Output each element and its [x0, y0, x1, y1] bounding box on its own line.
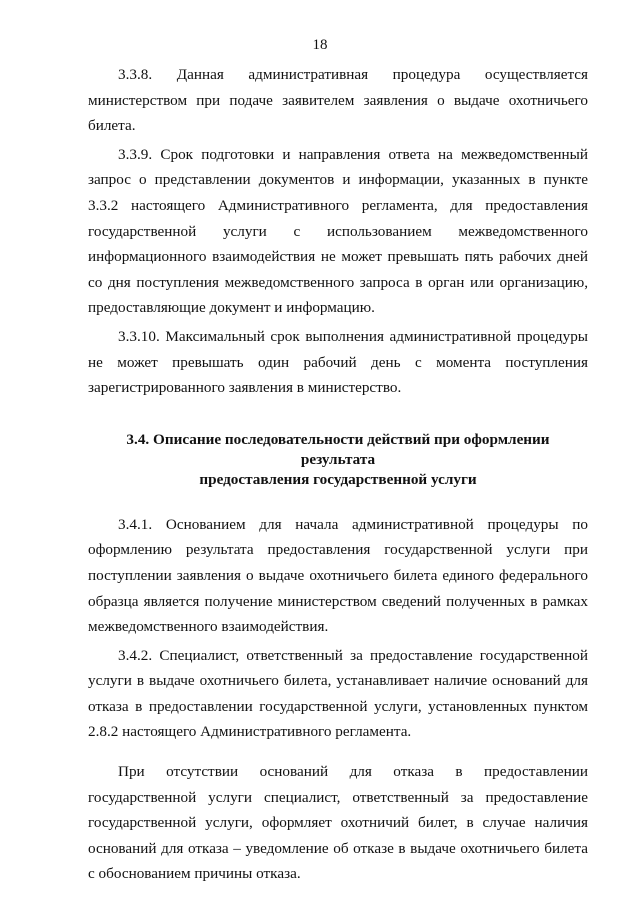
paragraph-refusal-grounds: При отсутствии оснований для отказа в предоставлении государственной услуги специалист, ответственный за предоставление государственной услуги, оформляет охотничий билет, в случае наличия оснований для отказа – уведомление об отказе в выдаче охотничьего билета с обоснованием причины отказа. [88, 763, 588, 883]
document-body [88, 62, 588, 887]
paragraph-3-4-1: 3.4.1. Основанием для начала административной процедуры по оформлению результата предоставления государственной услуги при поступлении заявления о выдаче охотничьего билета единого федерального образца является получение министерством сведений полученных в рамках межведомственного взаимодействия. [88, 515, 588, 636]
paragraph-3-4-2: 3.4.2. Специалист, ответственный за предоставление государственной услуги в выдаче охотничьего билета, устанавливает наличие оснований для отказа в предоставлении государственной услуги, установленных пунктом 2.8.2 настоящего Административного регламента. [88, 646, 588, 741]
section-heading-line-1: 3.4. Описание последовательности действий при оформлении результата [126, 430, 550, 468]
paragraph-3-3-10: 3.3.10. Максимальный срок выполнения административной процедуры не может превышать один рабочий день с момента поступления зарегистрированного заявления в министерство. [88, 327, 588, 397]
page-number: 18 [312, 37, 328, 53]
section-heading-line-2: предоставления государственной услуги [199, 470, 477, 488]
section-heading-3-4 [88, 430, 588, 490]
paragraph-3-3-8: 3.3.8. Данная административная процедура осуществляется министерством при подаче заявителем заявления о выдаче охотничьего билета. [88, 66, 588, 135]
paragraph-3-3-9: 3.3.9. Срок подготовки и направления ответа на межведомственный запрос о представлении документов и информации, указанных в пункте 3.3.2 настоящего Административного регламента, для предоставления государственной услуги с использованием межведомственного информационного взаимодействия не может превышать пять рабочих дней со дня поступления межведомственного запроса в орган или организацию, предоставляющие документ и информацию. [88, 145, 588, 317]
